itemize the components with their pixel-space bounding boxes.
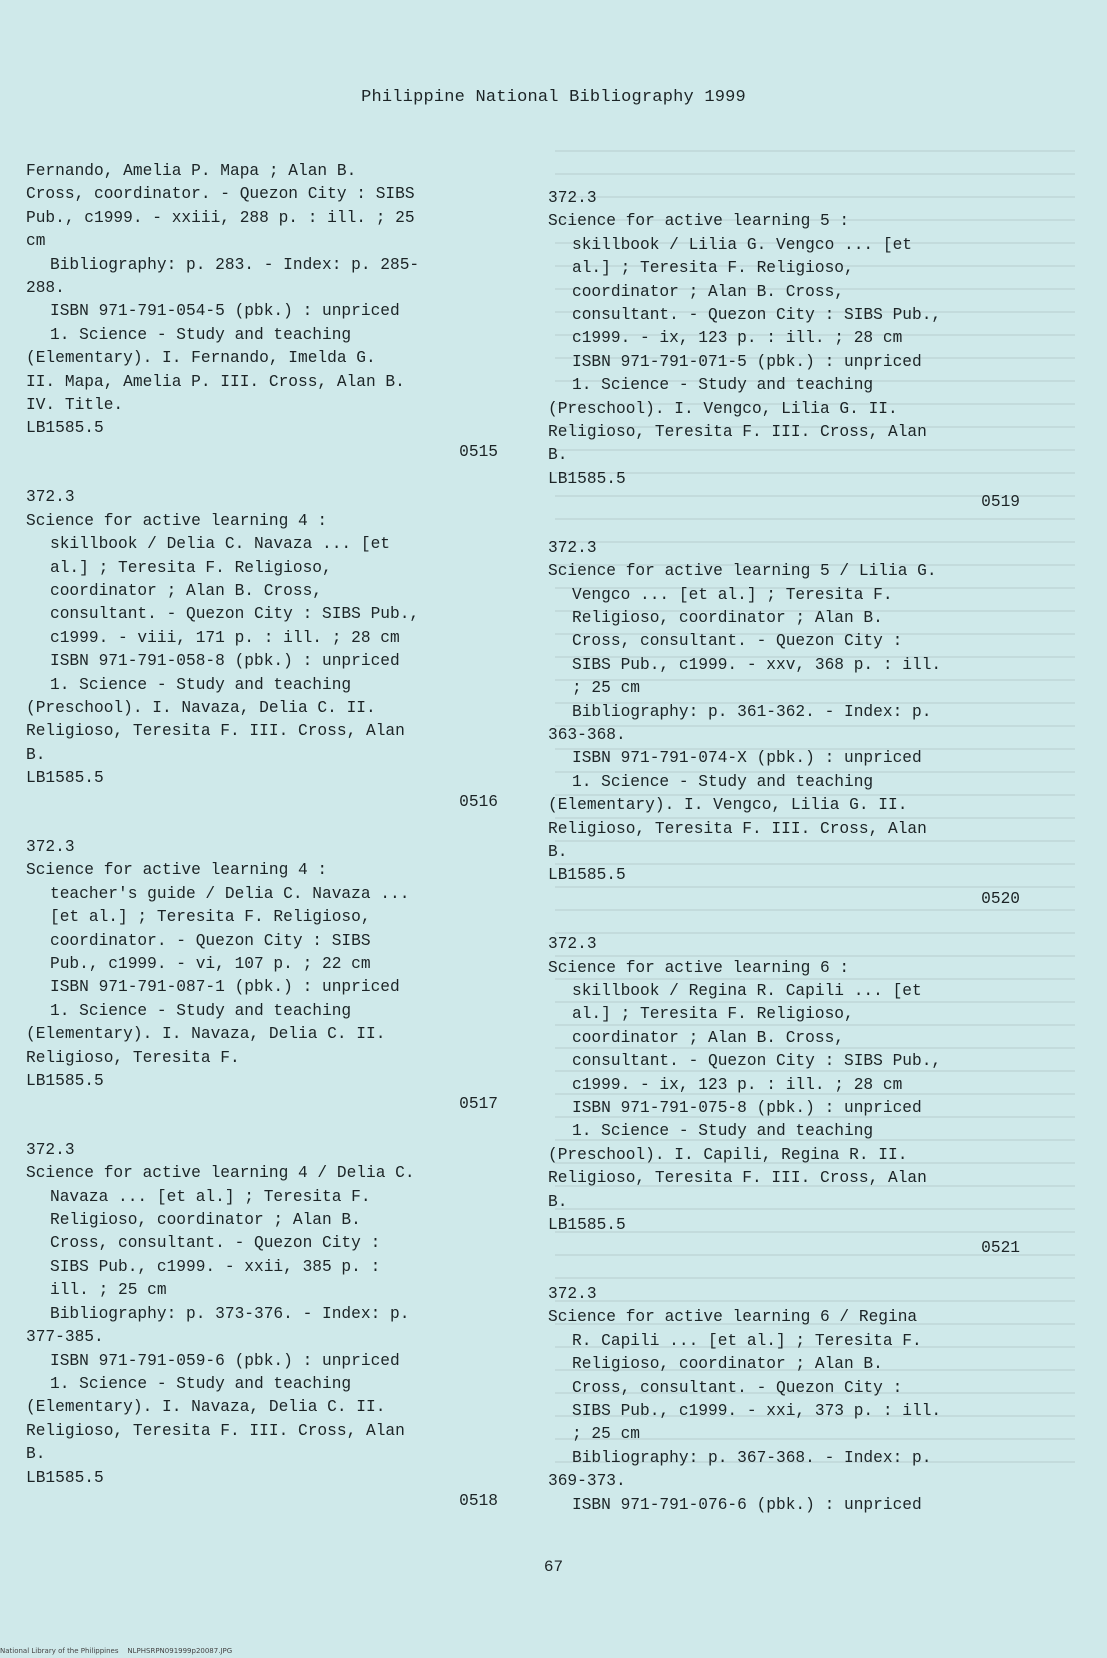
- entry-line: SIBS Pub., c1999. - xxv, 368 p. : ill.: [572, 655, 942, 674]
- entry-line: Pub., c1999. - vi, 107 p. ; 22 cm: [50, 955, 371, 973]
- entry-line: al.] ; Teresita F. Religioso,: [572, 1005, 854, 1024]
- entry-line: Navaza ... [et al.] ; Teresita F.: [50, 1187, 371, 1206]
- entry-line: II. Mapa, Amelia P. III. Cross, Alan B.: [26, 372, 405, 391]
- entry-line: Religioso, Teresita F. III. Cross, Alan: [548, 819, 927, 838]
- bibliography-entry: [26, 1139, 506, 1514]
- entry-line: 377-385.: [26, 1328, 104, 1347]
- entry-line: c1999. - ix, 123 p. : ill. ; 28 cm: [572, 329, 903, 348]
- entry-line: IV. Title.: [26, 396, 124, 415]
- right-column: [548, 187, 1028, 1539]
- entry-line: ill. ; 25 cm: [50, 1281, 167, 1300]
- entry-line: Bibliography: p. 373-376. - Index: p.: [50, 1304, 410, 1323]
- entry-line: LB1585.5: [26, 1072, 104, 1091]
- entry-line: Fernando, Amelia P. Mapa ; Alan B.: [26, 162, 357, 180]
- bibliography-entry: [26, 836, 506, 1117]
- entry-line: cm: [26, 232, 46, 251]
- entry-line: (Elementary). I. Navaza, Delia C. II.: [26, 1025, 386, 1044]
- entry-line: skillbook / Lilia G. Vengco ... [et: [572, 235, 912, 254]
- entry-line: coordinator ; Alan B. Cross,: [572, 1028, 844, 1047]
- entry-number: 0520: [981, 889, 1020, 908]
- entry-line: B.: [548, 446, 568, 465]
- bibliography-entry: [26, 160, 506, 464]
- page-title: Philippine National Bibliography 1999: [361, 88, 746, 107]
- entry-line: Vengco ... [et al.] ; Teresita F.: [572, 585, 893, 604]
- entry-line: consultant. - Quezon City : SIBS Pub.,: [50, 605, 420, 624]
- entry-line: SIBS Pub., c1999. - xxi, 373 p. : ill.: [572, 1401, 942, 1420]
- entry-line: 372.3: [26, 1140, 75, 1159]
- entry-line: Science for active learning 6 :: [548, 958, 850, 977]
- entry-line: (Elementary). I. Fernando, Imelda G.: [26, 349, 376, 368]
- entry-line: Science for active learning 5 :: [548, 212, 850, 231]
- entry-line: Religioso, Teresita F. III. Cross, Alan: [548, 1169, 927, 1188]
- entry-line: c1999. - ix, 123 p. : ill. ; 28 cm: [572, 1075, 903, 1094]
- entry-line: 1. Science - Study and teaching: [50, 1374, 352, 1393]
- entry-line: 363-368.: [548, 725, 626, 744]
- entry-line: 1. Science - Study and teaching: [572, 1122, 874, 1141]
- entry-line: LB1585.5: [26, 419, 104, 438]
- entry-line: al.] ; Teresita F. Religioso,: [50, 558, 332, 577]
- entry-line: Bibliography: p. 361-362. - Index: p.: [572, 702, 932, 721]
- entry-line: Science for active learning 5 / Lilia G.: [548, 562, 937, 581]
- entry-line: ISBN 971-791-075-8 (pbk.) : unpriced: [572, 1099, 922, 1118]
- entry-line: (Preschool). I. Navaza, Delia C. II.: [26, 698, 376, 717]
- entry-line: Religioso, coordinator ; Alan B.: [572, 1355, 883, 1374]
- entry-line: ISBN 971-791-054-5 (pbk.) : unpriced: [50, 302, 400, 321]
- entry-line: ISBN 971-791-087-1 (pbk.) : unpriced: [50, 978, 400, 997]
- entry-line: consultant. - Quezon City : SIBS Pub.,: [572, 306, 942, 325]
- entry-line: Religioso, Teresita F. III. Cross, Alan: [26, 1421, 405, 1440]
- entry-line: coordinator ; Alan B. Cross,: [572, 282, 844, 301]
- entry-line: c1999. - viii, 171 p. : ill. ; 28 cm: [50, 628, 400, 647]
- entry-line: SIBS Pub., c1999. - xxii, 385 p. :: [50, 1257, 381, 1276]
- entry-line: LB1585.5: [548, 1216, 626, 1235]
- entry-line: LB1585.5: [548, 469, 626, 488]
- entry-line: Religioso, Teresita F. III. Cross, Alan: [26, 722, 405, 741]
- entry-line: B.: [26, 1445, 46, 1464]
- entry-line: B.: [548, 842, 568, 861]
- entry-number: 0519: [981, 493, 1020, 512]
- entry-line: ISBN 971-791-059-6 (pbk.) : unpriced: [50, 1351, 400, 1370]
- entry-line: 369-373.: [548, 1472, 626, 1491]
- bibliography-entry: [548, 537, 1028, 912]
- entry-line: 372.3: [548, 189, 597, 207]
- entry-line: (Preschool). I. Vengco, Lilia G. II.: [548, 399, 898, 418]
- entry-line: ISBN 971-791-074-X (pbk.) : unpriced: [572, 749, 922, 768]
- entry-line: al.] ; Teresita F. Religioso,: [572, 259, 854, 278]
- entry-line: B.: [548, 1192, 568, 1211]
- entry-line: consultant. - Quezon City : SIBS Pub.,: [572, 1052, 942, 1071]
- entry-line: Religioso, coordinator ; Alan B.: [50, 1211, 361, 1230]
- entry-line: Cross, consultant. - Quezon City :: [572, 632, 903, 651]
- entry-line: 1. Science - Study and teaching: [50, 675, 352, 694]
- entry-line: ISBN 971-791-071-5 (pbk.) : unpriced: [572, 352, 922, 371]
- entry-line: Science for active learning 4 / Delia C.: [26, 1164, 415, 1183]
- entry-line: ISBN 971-791-058-8 (pbk.) : unpriced: [50, 652, 400, 671]
- entry-line: LB1585.5: [26, 769, 104, 788]
- entry-line: 372.3: [548, 935, 597, 954]
- entry-line: 1. Science - Study and teaching: [50, 325, 352, 344]
- left-column: [26, 160, 506, 1535]
- entry-line: 1. Science - Study and teaching: [572, 376, 874, 395]
- entry-line: skillbook / Delia C. Navaza ... [et: [50, 535, 390, 554]
- entry-line: 372.3: [548, 1284, 597, 1303]
- entry-line: Religioso, Teresita F. III. Cross, Alan: [548, 423, 927, 442]
- entry-line: Religioso, coordinator ; Alan B.: [572, 608, 883, 627]
- entry-line: 1. Science - Study and teaching: [572, 772, 874, 791]
- entry-line: ISBN 971-791-076-6 (pbk.) : unpriced: [572, 1495, 922, 1514]
- entry-line: LB1585.5: [548, 866, 626, 885]
- entry-line: Religioso, Teresita F.: [26, 1048, 240, 1067]
- bibliography-entry: [548, 187, 1028, 515]
- entry-line: Bibliography: p. 283. - Index: p. 285-: [50, 255, 420, 274]
- entry-line: coordinator. - Quezon City : SIBS: [50, 931, 371, 950]
- entry-line: Pub., c1999. - xxiii, 288 p. : ill. ; 25: [26, 208, 415, 227]
- entry-number: 0518: [459, 1491, 498, 1510]
- entry-line: (Preschool). I. Capili, Regina R. II.: [548, 1145, 908, 1164]
- entry-line: Cross, coordinator. - Quezon City : SIBS: [26, 185, 415, 204]
- entry-line: Science for active learning 4 :: [26, 511, 328, 530]
- entry-line: 372.3: [26, 488, 75, 507]
- bibliography-entry: [26, 486, 506, 814]
- entry-line: coordinator ; Alan B. Cross,: [50, 581, 322, 600]
- entry-line: 288.: [26, 279, 65, 298]
- entry-line: 372.3: [548, 538, 597, 557]
- page-number: 67: [543, 1558, 564, 1576]
- entry-line: 372.3: [26, 837, 75, 856]
- entry-line: ; 25 cm: [572, 1425, 640, 1444]
- entry-line: Science for active learning 6 / Regina: [548, 1308, 918, 1327]
- entry-number: 0521: [981, 1239, 1020, 1258]
- entry-line: Bibliography: p. 367-368. - Index: p.: [572, 1448, 932, 1467]
- entry-number: 0517: [459, 1095, 498, 1114]
- entry-line: (Elementary). I. Vengco, Lilia G. II.: [548, 796, 908, 815]
- entry-line: Cross, consultant. - Quezon City :: [572, 1378, 903, 1397]
- entry-line: B.: [26, 745, 46, 764]
- entry-line: 1. Science - Study and teaching: [50, 1001, 352, 1020]
- bibliography-entry: [548, 933, 1028, 1261]
- footer-caption: National Library of the Philippines NLPHSRPN091999p20087.JPG: [0, 1647, 233, 1655]
- entry-line: (Elementary). I. Navaza, Delia C. II.: [26, 1398, 386, 1417]
- entry-line: LB1585.5: [26, 1468, 104, 1487]
- entry-number: 0516: [459, 792, 498, 811]
- entry-line: Science for active learning 4 :: [26, 861, 328, 880]
- entry-line: Cross, consultant. - Quezon City :: [50, 1234, 381, 1253]
- entry-line: ; 25 cm: [572, 679, 640, 698]
- entry-line: [et al.] ; Teresita F. Religioso,: [50, 908, 371, 927]
- entry-line: teacher's guide / Delia C. Navaza ...: [50, 884, 410, 903]
- entry-number: 0515: [459, 442, 498, 461]
- entry-line: R. Capili ... [et al.] ; Teresita F.: [572, 1331, 922, 1350]
- entry-line: skillbook / Regina R. Capili ... [et: [572, 982, 922, 1000]
- bibliography-entry: [548, 1283, 1028, 1517]
